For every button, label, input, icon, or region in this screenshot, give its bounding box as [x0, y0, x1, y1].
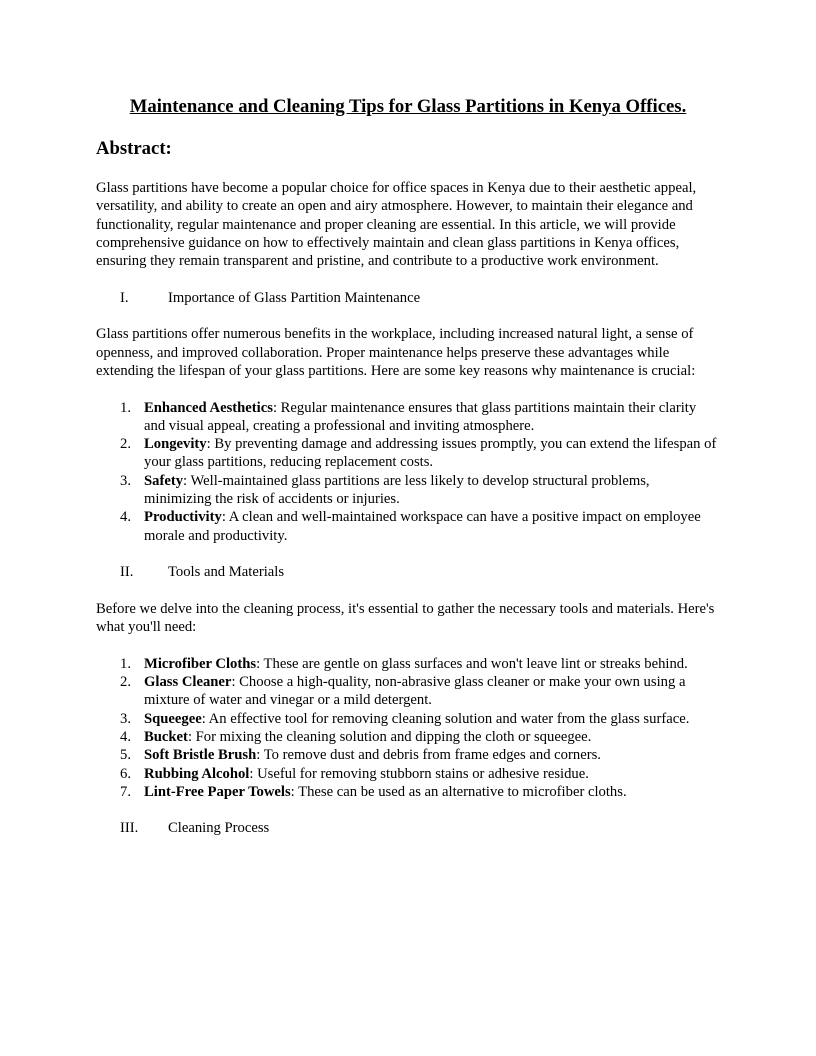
- document-page: [96, 96, 720, 856]
- list-item: [96, 728, 720, 746]
- list-item-text: : Regular maintenance ensures that glass partitions maintain their clarity and visual appeal, creating a professional and inviting atmosphere.: [144, 399, 697, 434]
- list-item-text: : Useful for removing stubborn stains or adhesive residue.: [249, 765, 589, 782]
- list-tools-materials: [96, 655, 720, 801]
- list-item-term: Bucket: [144, 728, 188, 745]
- list-item: [96, 508, 720, 545]
- list-item-number: 5.: [120, 747, 131, 764]
- list-item-number: 3.: [120, 710, 131, 727]
- list-item-number: 1.: [120, 399, 131, 416]
- section-numeral: I.: [120, 289, 129, 306]
- list-item-text: : Well-maintained glass partitions are less likely to develop structural problems, minimizing the risk of accidents or injuries.: [144, 472, 650, 508]
- list-item: [96, 435, 720, 472]
- list-item-term: Enhanced Aesthetics: [144, 399, 273, 416]
- list-item: [96, 655, 720, 673]
- list-item-number: 4.: [120, 509, 131, 526]
- list-item-number: 3.: [120, 472, 131, 489]
- list-item: [96, 783, 720, 801]
- list-item: [96, 710, 720, 728]
- list-item: [96, 765, 720, 783]
- list-item-term: Squeegee: [144, 710, 202, 727]
- section-heading-importance: [96, 289, 720, 307]
- list-item-term: Longevity: [144, 436, 207, 453]
- list-maintenance-reasons: [96, 399, 720, 545]
- list-item-text: : For mixing the cleaning solution and dipping the cloth or squeegee.: [187, 728, 592, 745]
- list-item-term: Rubbing Alcohol: [144, 765, 250, 782]
- list-item: [96, 472, 720, 509]
- list-item: [96, 746, 720, 764]
- list-item-number: 1.: [120, 655, 131, 672]
- list-item-text: : By preventing damage and addressing issues promptly, you can extend the lifespan of your glass partitions, reducing replacement costs.: [144, 436, 717, 471]
- abstract-paragraph: Glass partitions have become a popular choice for office spaces in Kenya due to their aesthetic appeal, versatility, and ability to create an open and airy atmosphere. However, to maintain their elegance and functionality, regular maintenance and proper cleaning are essential. In this article, we will provide comprehensive guidance on how to effectively maintain and clean glass partitions in Kenya offices, ensuring they remain transparent and pristine, and contribute to a productive work environment.: [96, 180, 697, 270]
- list-item-term: Glass Cleaner: [144, 674, 232, 691]
- list-item-number: 2.: [120, 674, 131, 691]
- list-item-term: Lint-Free Paper Towels: [144, 783, 291, 800]
- section-heading-text: Tools and Materials: [168, 564, 285, 581]
- list-item-number: 2.: [120, 436, 131, 453]
- document-title: Maintenance and Cleaning Tips for Glass Partitions in Kenya Offices.: [129, 96, 687, 117]
- list-item-term: Safety: [144, 472, 184, 489]
- list-item-term: Microfiber Cloths: [144, 655, 257, 672]
- list-item-term: Productivity: [144, 509, 222, 526]
- section-intro-tools: Before we delve into the cleaning process, it's essential to gather the necessary tools and materials. Here's what you'll need:: [96, 600, 715, 636]
- list-item-term: Soft Bristle Brush: [144, 747, 257, 764]
- list-item-number: 6.: [120, 765, 131, 782]
- list-item: [96, 399, 720, 436]
- list-item-text: : These are gentle on glass surfaces and won't leave lint or streaks behind.: [256, 655, 688, 672]
- list-item-text: : To remove dust and debris from frame edges and corners.: [256, 747, 601, 764]
- list-item-number: 7.: [120, 783, 131, 800]
- section-intro-importance: Glass partitions offer numerous benefits in the workplace, including increased natural light, a sense of openness, and improved collaboration. Proper maintenance helps preserve these advantages while extending the lifespan of your glass partitions. Here are some key reasons why maintenance is crucial:: [96, 326, 696, 379]
- section-numeral: III.: [120, 820, 139, 837]
- list-item-text: : An effective tool for removing cleaning solution and water from the glass surface.: [201, 710, 690, 727]
- abstract-heading: Abstract:: [96, 138, 172, 159]
- section-heading-text: Cleaning Process: [168, 820, 270, 837]
- list-item-text: : These can be used as an alternative to microfiber cloths.: [290, 783, 627, 800]
- section-heading-text: Importance of Glass Partition Maintenance: [168, 289, 421, 306]
- section-heading-cleaning-process: [96, 819, 720, 837]
- section-heading-tools: [96, 563, 720, 581]
- list-item-text: : A clean and well-maintained workspace can have a positive impact on employee morale and productivity.: [144, 509, 701, 544]
- list-item-number: 4.: [120, 728, 131, 745]
- list-item: [96, 673, 720, 710]
- section-numeral: II.: [120, 564, 134, 581]
- list-item-text: : Choose a high-quality, non-abrasive glass cleaner or make your own using a mixture of water and vinegar or a mild detergent.: [144, 674, 686, 709]
